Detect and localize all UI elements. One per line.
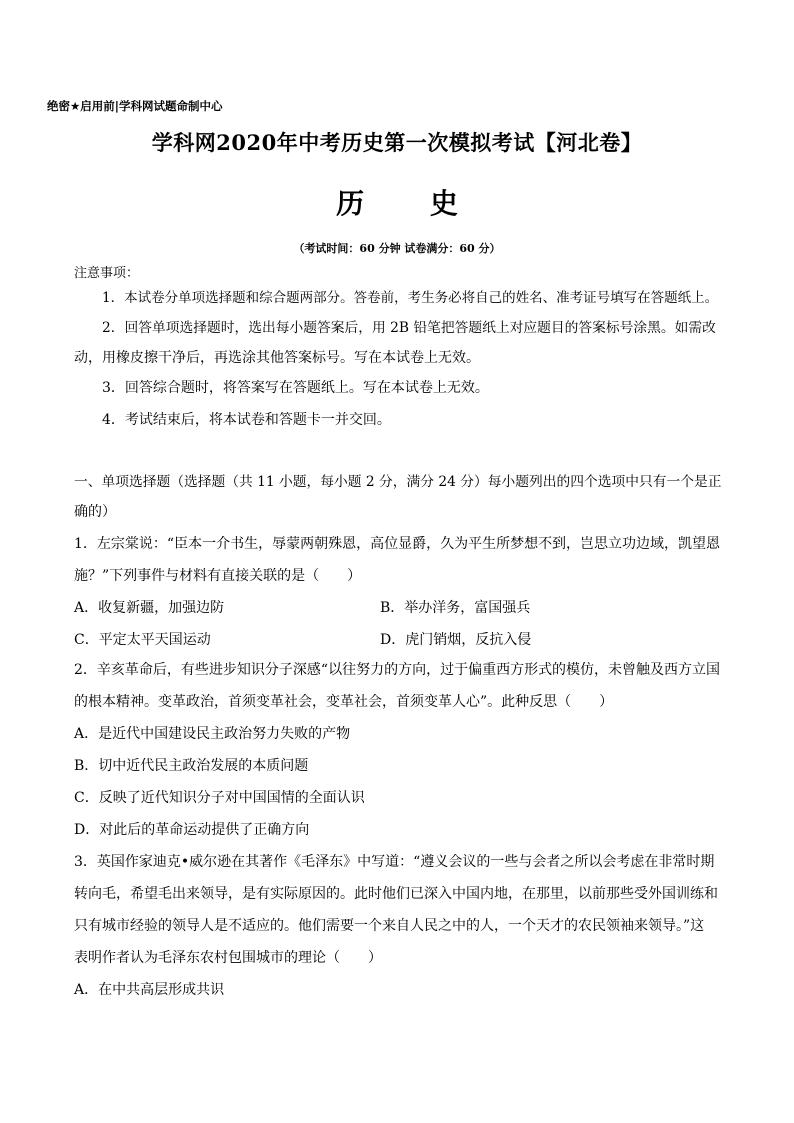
question-2-option-d: D．对此后的革命运动提供了正确方向: [74, 822, 310, 838]
question-1-option-c: C．平定太平天国运动: [74, 632, 211, 648]
question-1-stem: 1．左宗棠说：“臣本一介书生，辱蒙两朝殊恩，高位显爵，久为平生所梦想不到，岂思立功边域，凯望恩: [74, 536, 721, 552]
notes-heading: 注意事项：: [74, 266, 140, 281]
note-item: 3．回答综合题时，将答案写在答题纸上。写在本试卷上无效。: [102, 380, 489, 396]
question-3-stem: 转向毛，希望毛出来领导，是有实际原因的。此时他们已深入中国内地，在那里，以前那些受外国训练和: [74, 886, 718, 902]
question-3-stem: 3．英国作家迪克•威尔逊在其著作《毛泽东》中写道：“遵义会议的一些与会者之所以会考虑在非常时期: [74, 854, 715, 870]
question-2-option-a: A．是近代中国建设民主政治努力失败的产物: [74, 726, 351, 742]
section-heading: 确的）: [74, 504, 116, 520]
question-1-stem: 施？”下列事件与材料有直接关联的是（ ）: [74, 568, 362, 584]
question-3-stem: 表明作者认为毛泽东农村包围城市的理论（ ）: [74, 950, 382, 966]
confidential-label: 绝密★启用前|学科网试题命制中心: [47, 99, 223, 113]
exam-title: 学科网2020年中考历史第一次模拟考试【河北卷】: [151, 130, 643, 155]
question-2-stem: 的根本精神。变革政治，首须变革社会，变革社会，首须变革人心”。此种反思（ ）: [74, 694, 614, 710]
note-item: 动，用橡皮擦干净后，再选涂其他答案标号。写在本试卷上无效。: [74, 350, 480, 366]
exam-info: （考试时间：60 分钟 试卷满分：60 分）: [293, 242, 501, 255]
question-1-option-b: B．举办洋务，富国强兵: [380, 600, 531, 616]
question-2-option-b: B．切中近代民主政治发展的本质问题: [74, 758, 309, 774]
question-3-stem: 只有城市经验的领导人是不适应的。他们需要一个来自人民之中的人，一个天才的农民领袖来领导。”这: [74, 918, 705, 934]
question-3-option-a: A．在中共高层形成共识: [74, 982, 225, 998]
question-1-option-a: A．收复新疆，加强边防: [74, 600, 225, 616]
note-item: 4．考试结束后，将本试卷和答题卡一并交回。: [102, 412, 391, 428]
note-item: 1．本试卷分单项选择题和综合题两部分。答卷前，考生务必将自己的姓名、准考证号填写在答题纸上。: [102, 290, 719, 306]
question-2-option-c: C．反映了近代知识分子对中国国情的全面认识: [74, 790, 365, 806]
question-1-option-d: D．虎门销烟，反抗入侵: [380, 632, 532, 648]
section-heading: 一、单项选择题（选择题（共 11 小题，每小题 2 分，满分 24 分）每小题列出的四个选项中只有一个是正: [74, 474, 722, 490]
subject-title: 历 史: [336, 187, 486, 220]
note-item: 2．回答单项选择题时，选出每小题答案后，用 2B 铅笔把答题纸上对应题目的答案标号涂黑。如需改: [102, 320, 716, 336]
question-2-stem: 2．辛亥革命后，有些进步知识分子深感“以往努力的方向，过于偏重西方形式的模仿，未曾触及西方立国: [74, 662, 721, 678]
